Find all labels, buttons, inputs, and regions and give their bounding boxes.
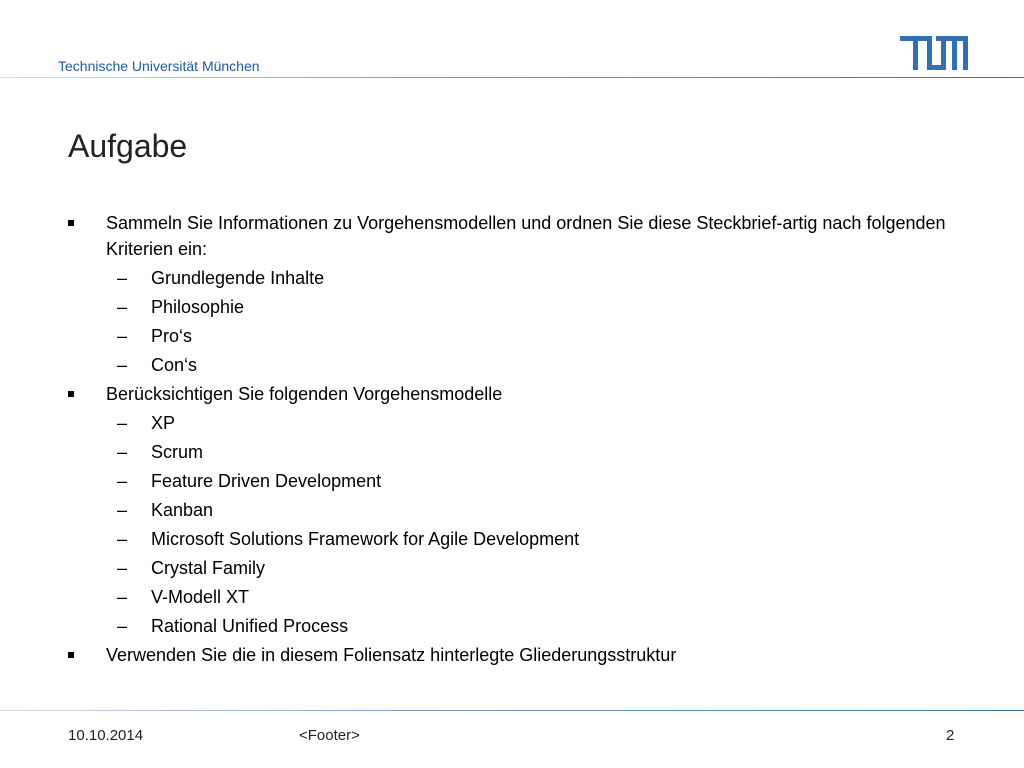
dash-bullet-icon: – <box>117 297 128 317</box>
bullet-text: Sammeln Sie Informationen zu Vorgehensmodellen und ordnen Sie diese Steckbrief-artig nach folgenden Kriterien ein: <box>106 213 946 259</box>
dash-bullet-icon: – <box>117 616 128 636</box>
bullet-text: Con‘s <box>151 355 198 375</box>
bullet-text: Kanban <box>151 500 214 520</box>
sub-bullet-item <box>68 323 968 349</box>
sub-bullet-item <box>68 613 968 639</box>
bullet-text: Grundlegende Inhalte <box>151 268 325 288</box>
sub-bullet-item <box>68 410 968 436</box>
header-divider <box>0 77 1024 78</box>
bullet-text: Scrum <box>151 442 204 462</box>
bullet-item <box>68 642 968 668</box>
footer-page-number: 2 <box>946 727 955 744</box>
bullet-text: Crystal Family <box>151 558 266 578</box>
bullet-text: Microsoft Solutions Framework for Agile Development <box>151 529 580 549</box>
bullet-text: Verwenden Sie die in diesem Foliensatz hinterlegte Gliederungsstruktur <box>106 645 677 665</box>
dash-bullet-icon: – <box>117 471 128 491</box>
dash-bullet-icon: – <box>117 442 128 462</box>
dash-bullet-icon: – <box>117 529 128 549</box>
dash-bullet-icon: – <box>117 268 128 288</box>
dash-bullet-icon: – <box>117 413 128 433</box>
square-bullet-icon <box>68 220 74 226</box>
dash-bullet-icon: – <box>117 326 128 346</box>
sub-bullet-item <box>68 265 968 291</box>
bullet-text: V-Modell XT <box>151 587 250 607</box>
bullet-text: Berücksichtigen Sie folgenden Vorgehensmodelle <box>106 384 503 404</box>
header-university-name: Technische Universität München <box>58 58 260 74</box>
bullet-text: Feature Driven Development <box>151 471 382 491</box>
square-bullet-icon <box>68 652 74 658</box>
sub-bullet-item <box>68 497 968 523</box>
dash-bullet-icon: – <box>117 558 128 578</box>
tum-logo <box>900 36 968 70</box>
sub-bullet-item <box>68 352 968 378</box>
slide-title: Aufgabe <box>68 128 188 164</box>
dash-bullet-icon: – <box>117 587 128 607</box>
sub-bullet-item <box>68 555 968 581</box>
bullet-text: Philosophie <box>151 297 245 317</box>
dash-bullet-icon: – <box>117 355 128 375</box>
slide-content <box>68 210 968 671</box>
bullet-text: Pro‘s <box>151 326 193 346</box>
sub-bullet-item <box>68 468 968 494</box>
bullet-item <box>68 210 968 262</box>
sub-bullet-item <box>68 294 968 320</box>
square-bullet-icon <box>68 391 74 397</box>
bullet-item <box>68 381 968 407</box>
footer-date: 10.10.2014 <box>68 727 144 744</box>
bullet-text: Rational Unified Process <box>151 616 349 636</box>
footer-text: <Footer> <box>299 727 360 744</box>
dash-bullet-icon: – <box>117 500 128 520</box>
footer-divider <box>0 710 1024 711</box>
bullet-text: XP <box>151 413 176 433</box>
sub-bullet-item <box>68 526 968 552</box>
sub-bullet-item <box>68 584 968 610</box>
sub-bullet-item <box>68 439 968 465</box>
